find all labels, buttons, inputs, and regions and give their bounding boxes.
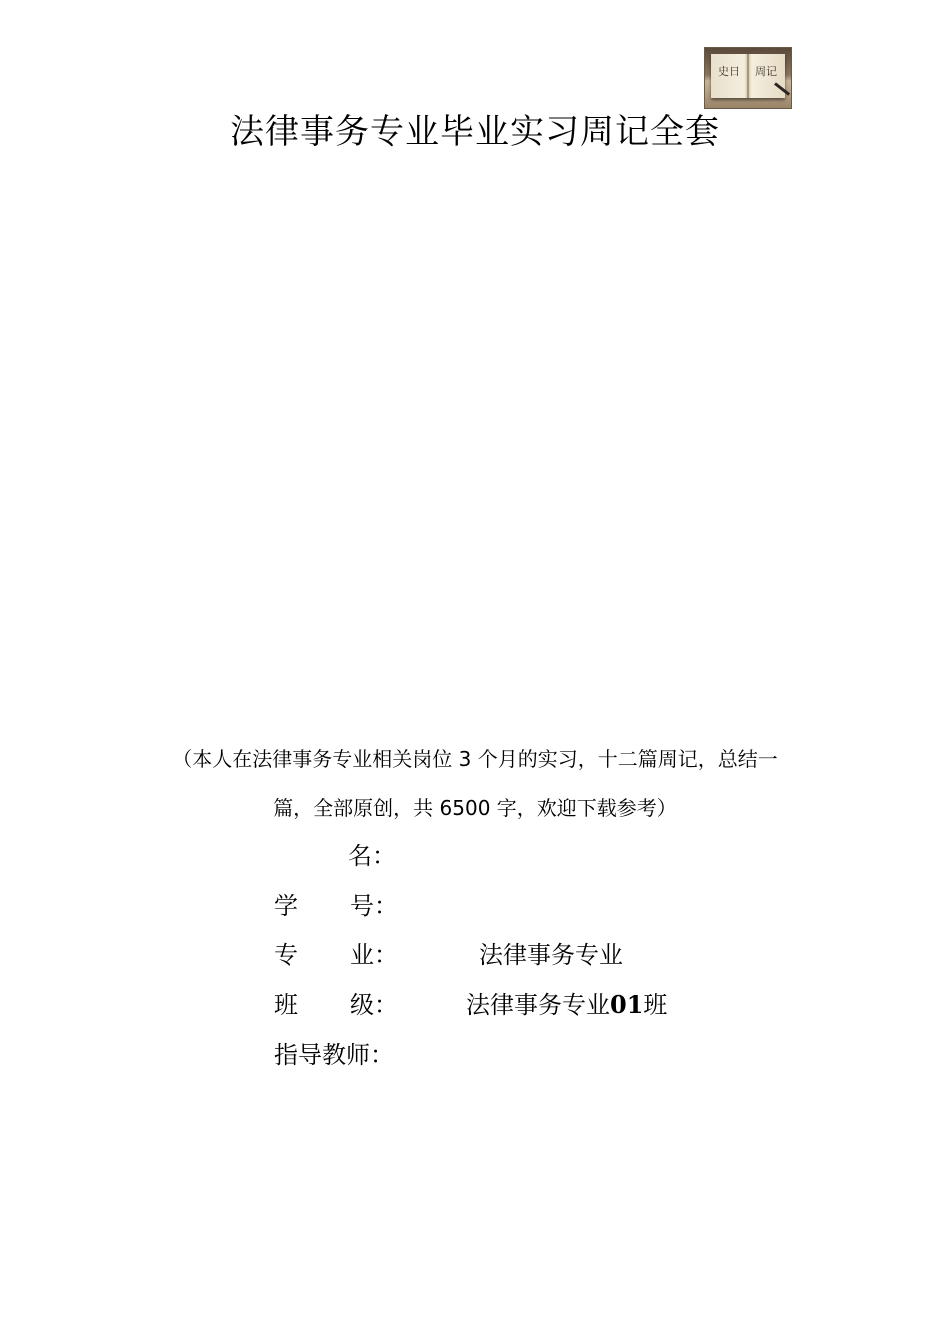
- field-value-class: [466, 990, 667, 1020]
- field-label-advisor: 指导教师：: [274, 1041, 394, 1069]
- field-label-student-id-b: 号：: [350, 892, 398, 920]
- field-value-class-number: 01: [610, 990, 644, 1019]
- book-script-right: 周记: [755, 65, 777, 78]
- field-label-major-b: 业：: [350, 941, 398, 969]
- note-line-2: 篇，全部原创，共 6500 字，欢迎下载参考）: [273, 796, 677, 820]
- book-spine: [747, 54, 749, 98]
- field-label-major-a: 专: [274, 941, 298, 969]
- note-line-1: （本人在法律事务专业相关岗位 3 个月的实习，十二篇周记，总结一: [172, 747, 778, 771]
- field-value-major: 法律事务专业: [479, 941, 623, 969]
- field-row-major: [0, 940, 950, 970]
- page-title: 法律事务专业毕业实习周记全套: [230, 112, 720, 152]
- field-label-student-id-a: 学: [274, 892, 298, 920]
- book-script-left: 史日: [718, 65, 740, 78]
- book-image: [704, 47, 792, 109]
- field-row-class: [0, 990, 950, 1020]
- field-row-advisor: [0, 1040, 950, 1070]
- field-label-class-a: 班: [274, 991, 298, 1019]
- field-label-class-b: 级：: [350, 991, 398, 1019]
- field-row-student-id: [0, 891, 950, 921]
- field-row-name: [0, 841, 950, 871]
- field-value-class-text: 法律事务专业: [466, 991, 610, 1019]
- field-value-class-suffix: 班: [643, 991, 668, 1019]
- field-label-name: 名：: [348, 842, 396, 870]
